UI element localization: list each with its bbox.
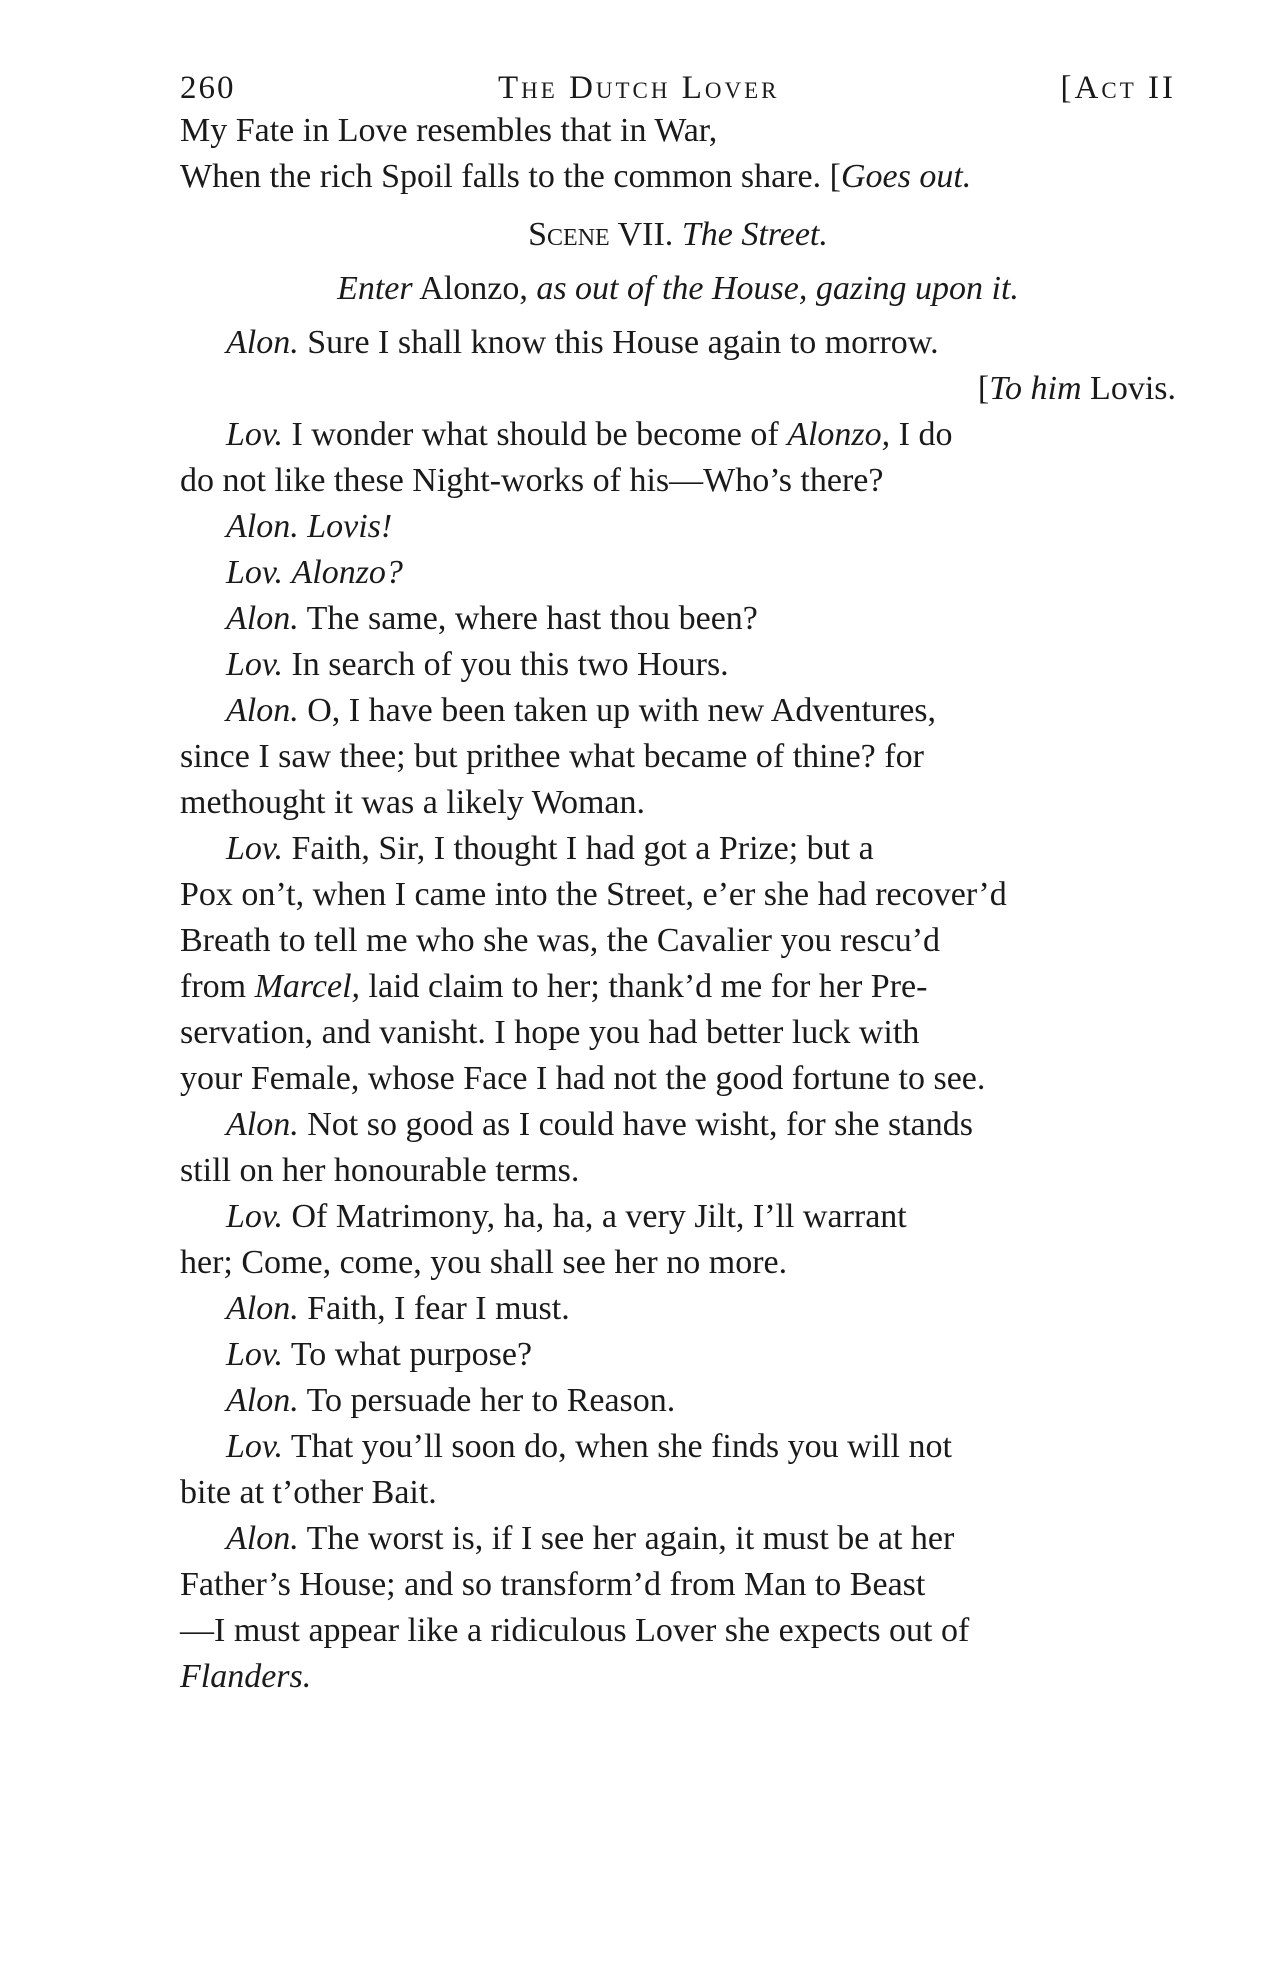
couplet-line-2 [180, 154, 1176, 200]
speech: Not so good as I could have wisht, for she stands [307, 1106, 973, 1143]
dialogue-line [180, 1378, 1176, 1424]
speech: To what purpose? [290, 1336, 533, 1373]
entrance-rest: as out of the House, gazing upon it. [536, 270, 1019, 307]
dialogue-line: Breath to tell me who she was, the Cavalier you rescu’d [180, 922, 941, 959]
running-title: The Dutch Lover [498, 70, 780, 106]
dialogue-line [180, 596, 1176, 642]
act-marker: [Act II [1060, 70, 1176, 106]
speaker: Alon. [226, 692, 299, 729]
dialogue-line: bite at t’other Bait. [180, 1474, 437, 1511]
couplet-line-1: My Fate in Love resembles that in War, [180, 112, 718, 149]
dialogue-line [180, 1194, 1176, 1240]
scene-label: Scene [528, 216, 610, 253]
speech-tail: laid claim to her; thank’d me for her Pre- [368, 968, 928, 1005]
dialogue-line [180, 826, 1176, 872]
speech-italic: Marcel, [254, 968, 361, 1005]
page-number: 260 [180, 70, 236, 106]
couplet-line-2-text: When the rich Spoil falls to the common share. [180, 158, 822, 195]
speech-italic: Alonzo? [291, 554, 403, 591]
speaker: Alon. [226, 1520, 299, 1557]
dialogue [180, 320, 1176, 1700]
speaker: Lov. [226, 1198, 283, 1235]
speech: Of Matrimony, ha, ha, a very Jilt, I’ll warrant [291, 1198, 907, 1235]
scene-number: VII. [617, 216, 674, 253]
speech: In search of you this two Hours. [291, 646, 729, 683]
dialogue-line [180, 1654, 1176, 1700]
stage-bracket: [ [829, 158, 841, 195]
dialogue-line: since I saw thee; but prithee what became of thine? for [180, 738, 924, 775]
dialogue-line [180, 412, 1176, 458]
dialogue-line [180, 1424, 1176, 1470]
entrance-name: Alonzo, [419, 270, 528, 307]
dialogue-line [180, 504, 1176, 550]
speaker: Alon. [226, 1106, 299, 1143]
speech: Faith, Sir, I thought I had got a Prize; but a [291, 830, 874, 867]
speaker: Lov. [226, 1336, 283, 1373]
stage-direction: To him [989, 370, 1082, 407]
dialogue-line: Father’s House; and so transform’d from Man to Beast [180, 1566, 926, 1603]
speech: Faith, I fear I must. [307, 1290, 570, 1327]
stage-bracket: [ [977, 370, 990, 407]
speech: O, I have been taken up with new Adventures, [307, 692, 937, 729]
dialogue-line [180, 1332, 1176, 1378]
speech-tail: I do [898, 416, 953, 453]
dialogue-line [180, 1516, 1176, 1562]
dialogue-line: Pox on’t, when I came into the Street, e’er she had recover’d [180, 876, 1007, 913]
speech: from [180, 968, 247, 1005]
dialogue-line [180, 320, 1176, 366]
stage-direction: Goes out. [840, 158, 972, 195]
dialogue-line [180, 688, 1176, 734]
speech: That you’ll soon do, when she finds you will not [290, 1428, 952, 1465]
speaker: Lov. [226, 830, 283, 867]
speaker: Alon. [226, 508, 299, 545]
couplet [180, 108, 1176, 200]
entrance-direction [180, 266, 1176, 312]
dialogue-line [180, 642, 1176, 688]
speaker: Alon. [226, 1382, 299, 1419]
scene-heading [180, 212, 1176, 258]
speech: The same, where hast thou been? [306, 600, 758, 637]
speaker: Lov. [226, 416, 283, 453]
dialogue-line [180, 550, 1176, 596]
dialogue-line [180, 964, 1176, 1010]
speaker: Lov. [226, 1428, 283, 1465]
speech-italic: Flanders. [180, 1658, 312, 1695]
speech: The worst is, if I see her again, it must be at her [306, 1520, 955, 1557]
stage-direction-line [180, 366, 1176, 412]
speech: Sure I shall know this House again to morrow. [307, 324, 939, 361]
speaker: Alon. [226, 324, 299, 361]
speech-italic: Lovis! [307, 508, 393, 545]
dialogue-line: —I must appear like a ridiculous Lover she expects out of [180, 1612, 970, 1649]
dialogue-line: still on her honourable terms. [180, 1152, 580, 1189]
speech-italic: Alonzo, [787, 416, 891, 453]
character-name: Lovis. [1090, 370, 1176, 407]
speaker: Lov. [226, 554, 283, 591]
dialogue-line: servation, and vanisht. I hope you had better luck with [180, 1014, 920, 1051]
dialogue-line: methought it was a likely Woman. [180, 784, 646, 821]
dialogue-line [180, 1286, 1176, 1332]
dialogue-line [180, 1102, 1176, 1148]
speaker: Alon. [226, 600, 299, 637]
speaker: Lov. [226, 646, 283, 683]
dialogue-line: do not like these Night-works of his—Who’s there? [180, 462, 884, 499]
speaker: Alon. [226, 1290, 299, 1327]
speech: To persuade her to Reason. [306, 1382, 676, 1419]
speech: I wonder what should be become of [291, 416, 779, 453]
entrance-enter: Enter [337, 270, 413, 307]
scene-setting: The Street. [681, 216, 828, 253]
dialogue-line: her; Come, come, you shall see her no more. [180, 1244, 788, 1281]
dialogue-line: your Female, whose Face I had not the good fortune to see. [180, 1060, 986, 1097]
